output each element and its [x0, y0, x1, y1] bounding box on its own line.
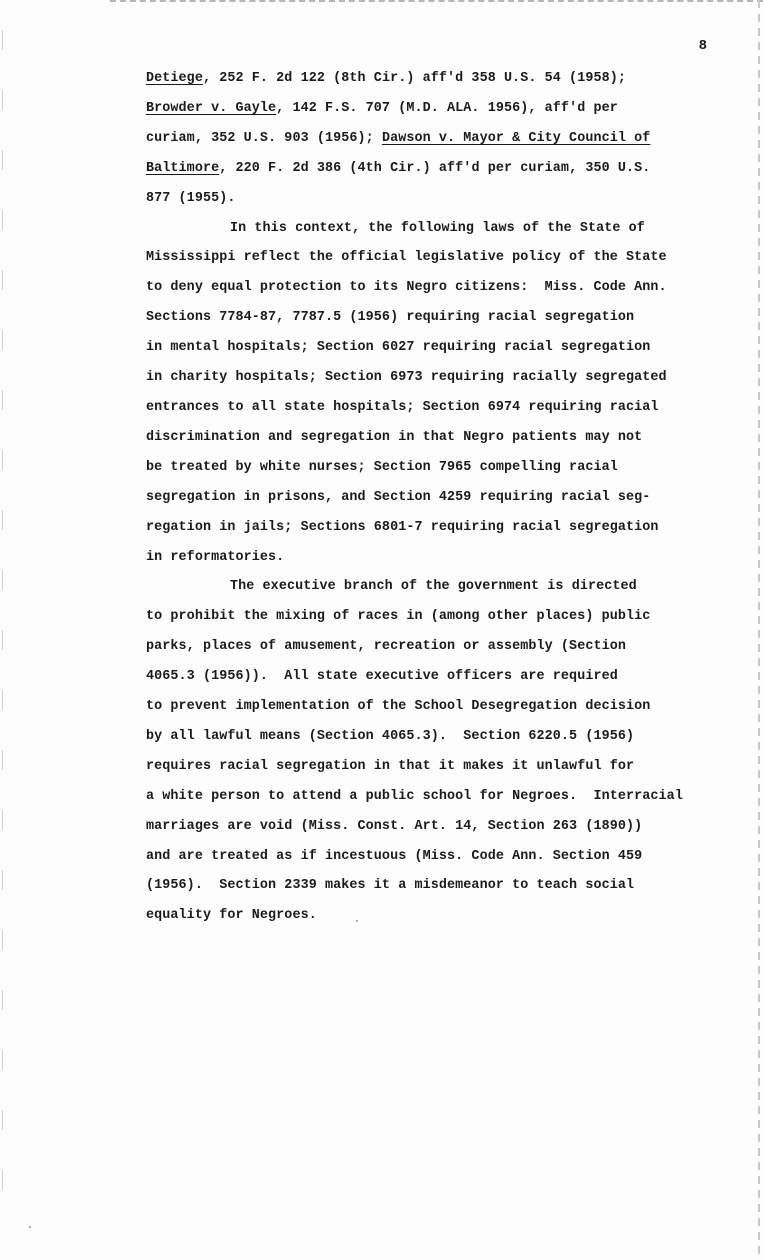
- text-line: [146, 184, 746, 214]
- text-segment: to prevent implementation of the School Desegregation decision: [146, 699, 651, 715]
- text-segment: Sections 7784-87, 7787.5 (1956) requiring racial segregation: [146, 310, 635, 326]
- case-citation-name: Baltimore: [146, 160, 220, 176]
- page-number: 8: [698, 38, 707, 54]
- text-segment: segregation in prisons, and Section 4259 requiring racial seg-: [146, 489, 651, 505]
- text-segment: and are treated as if incestuous (Miss. Code Ann. Section 459: [146, 848, 643, 864]
- text-line: [146, 842, 746, 872]
- text-line: [146, 333, 746, 363]
- text-segment: in charity hospitals; Section 6973 requiring racially segregated: [146, 370, 667, 386]
- text-line: [146, 752, 746, 782]
- text-segment: regation in jails; Sections 6801-7 requiring racial segregation: [146, 519, 659, 535]
- text-line: [146, 871, 746, 901]
- text-line: [146, 154, 746, 184]
- text-line: [146, 214, 746, 244]
- text-segment: a white person to attend a public school for Negroes. Interracial: [146, 788, 683, 804]
- text-segment: parks, places of amusement, recreation or assembly (Section: [146, 639, 627, 655]
- text-line: [146, 393, 746, 423]
- text-segment: , 252 F. 2d 122 (8th Cir.) aff'd 358 U.S. 54 (1958);: [202, 71, 627, 86]
- text-line: [146, 602, 746, 632]
- scan-top-edge: [110, 0, 763, 6]
- text-line: [146, 722, 746, 752]
- case-citation-name: Browder v. Gayle: [146, 100, 277, 116]
- text-line: [146, 273, 746, 303]
- text-segment: requires racial segregation in that it makes it unlawful for: [146, 758, 635, 774]
- text-segment: entrances to all state hospitals; Section 6974 requiring racial: [146, 399, 659, 415]
- scan-right-edge: [758, 0, 760, 1260]
- text-segment: 877 (1955).: [146, 190, 236, 206]
- case-citation-name: Detiege: [146, 71, 203, 86]
- text-segment: , 142 F.S. 707 (M.D. ALA. 1956), aff'd per: [276, 100, 618, 116]
- scan-speck: [29, 1226, 31, 1228]
- text-line: [146, 632, 746, 662]
- scan-left-edge: [2, 30, 3, 1210]
- text-segment: discrimination and segregation in that Negro patients may not: [146, 429, 643, 445]
- text-segment: Mississippi reflect the official legislative policy of the State: [146, 250, 667, 266]
- text-line: [146, 453, 746, 483]
- text-line: [146, 543, 746, 573]
- text-line: [146, 692, 746, 722]
- case-citation-name: Dawson v. Mayor & City Council of: [381, 130, 651, 146]
- text-line: [146, 782, 746, 812]
- text-segment: to deny equal protection to its Negro citizens: Miss. Code Ann.: [146, 280, 667, 296]
- text-segment: marriages are void (Miss. Const. Art. 14, Section 263 (1890)): [146, 818, 643, 834]
- text-line: [146, 303, 746, 333]
- body-text: [146, 64, 746, 931]
- text-line: [146, 513, 746, 543]
- text-segment: curiam, 352 U.S. 903 (1956);: [146, 130, 382, 146]
- text-line: [146, 812, 746, 842]
- text-segment: to prohibit the mixing of races in (among other places) public: [146, 609, 651, 625]
- text-segment: In this context, the following laws of the State of: [230, 220, 645, 236]
- text-line: [146, 662, 746, 692]
- text-segment: equality for Negroes.: [146, 908, 317, 924]
- text-line: [146, 64, 746, 94]
- text-line: [146, 423, 746, 453]
- text-line: [146, 243, 746, 273]
- text-segment: (1956). Section 2339 makes it a misdemeanor to teach social: [146, 878, 635, 894]
- text-segment: 4065.3 (1956)). All state executive officers are required: [146, 669, 618, 685]
- text-segment: in mental hospitals; Section 6027 requiring racial segregation: [146, 340, 651, 356]
- text-line: [146, 94, 746, 124]
- text-segment: in reformatories.: [146, 549, 285, 565]
- text-line: [146, 901, 746, 931]
- text-segment: be treated by white nurses; Section 7965 compelling racial: [146, 459, 618, 475]
- text-line: [146, 363, 746, 393]
- text-segment: by all lawful means (Section 4065.3). Section 6220.5 (1956): [146, 728, 635, 744]
- text-segment: , 220 F. 2d 386 (4th Cir.) aff'd per curiam, 350 U.S.: [219, 160, 651, 176]
- text-line: [146, 483, 746, 513]
- text-line: [146, 124, 746, 154]
- text-segment: The executive branch of the government is directed: [230, 579, 637, 595]
- text-line: [146, 572, 746, 602]
